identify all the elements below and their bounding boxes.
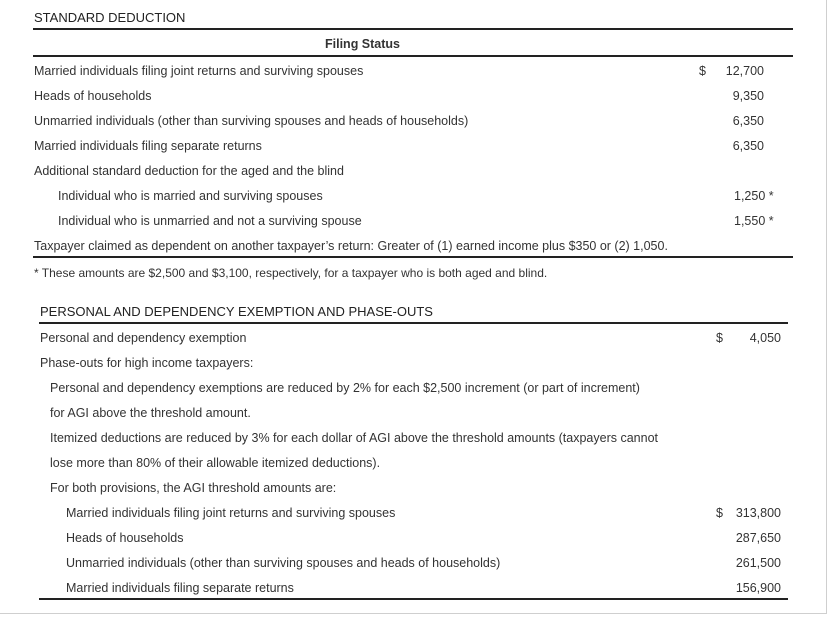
sd-row-label: Individual who is married and surviving spouses bbox=[58, 189, 323, 203]
section-rule bbox=[39, 598, 788, 600]
section-rule bbox=[33, 28, 793, 30]
sd-row-label: Additional standard deduction for the aged and the blind bbox=[34, 164, 344, 178]
ex-row-label: Personal and dependency exemptions are reduced by 2% for each $2,500 increment (or part of increment) bbox=[50, 381, 640, 395]
sd-row-label: Heads of households bbox=[34, 89, 152, 103]
header-rule bbox=[33, 55, 793, 57]
sd-row-label: Unmarried individuals (other than surviving spouses and heads of households) bbox=[34, 114, 469, 128]
ex-row-amount: 261,500 bbox=[735, 556, 781, 570]
ex-row-amount: 4,050 bbox=[749, 331, 781, 345]
sd-row-label: Married individuals filing separate returns bbox=[34, 139, 262, 153]
sd-row-amount: 6,350 bbox=[732, 114, 764, 128]
section-rule bbox=[33, 256, 793, 258]
sd-row-label: Individual who is unmarried and not a surviving spouse bbox=[58, 214, 362, 228]
sd-row-amount: 6,350 bbox=[732, 139, 764, 153]
ex-row-amount: 313,800 bbox=[735, 506, 781, 520]
ex-row-label: Personal and dependency exemption bbox=[40, 331, 247, 345]
ex-row-amount: 287,650 bbox=[735, 531, 781, 545]
ex-row-label: For both provisions, the AGI threshold amounts are: bbox=[50, 481, 337, 495]
exemption-title: PERSONAL AND DEPENDENCY EXEMPTION AND PHASE-OUTS bbox=[40, 304, 433, 319]
sd-row-amount: 9,350 bbox=[732, 89, 764, 103]
filing-status-header: Filing Status bbox=[325, 37, 400, 51]
sd-row-amount: 12,700 bbox=[725, 64, 764, 78]
sd-currency: $ bbox=[699, 64, 706, 78]
sd-row-amount: 1,250 * bbox=[734, 189, 774, 203]
ex-row-label: Unmarried individuals (other than surviving spouses and heads of households) bbox=[66, 556, 501, 570]
ex-currency: $ bbox=[716, 331, 723, 345]
ex-row-label: Heads of households bbox=[66, 531, 184, 545]
ex-row-label: for AGI above the threshold amount. bbox=[50, 406, 251, 420]
ex-row-label: Married individuals filing joint returns and surviving spouses bbox=[66, 506, 396, 520]
sd-row-label: Married individuals filing joint returns and surviving spouses bbox=[34, 64, 364, 78]
ex-row-label: Itemized deductions are reduced by 3% for each dollar of AGI above the threshold amounts (taxpayers cannot bbox=[50, 431, 658, 445]
ex-row-label: Married individuals filing separate returns bbox=[66, 581, 294, 595]
ex-row-label: Phase-outs for high income taxpayers: bbox=[40, 356, 254, 370]
sd-row-label: Taxpayer claimed as dependent on another taxpayer’s return: Greater of (1) earned income plus $350 or (2) 1,050. bbox=[34, 239, 668, 253]
sd-row-amount: 1,550 * bbox=[734, 214, 774, 228]
standard-deduction-title: STANDARD DEDUCTION bbox=[34, 10, 186, 25]
section-rule bbox=[39, 322, 788, 324]
ex-row-amount: 156,900 bbox=[735, 581, 781, 595]
ex-row-label: lose more than 80% of their allowable itemized deductions). bbox=[50, 456, 381, 470]
ex-currency: $ bbox=[716, 506, 723, 520]
footnote: * These amounts are $2,500 and $3,100, respectively, for a taxpayer who is both aged and blind. bbox=[34, 266, 548, 280]
